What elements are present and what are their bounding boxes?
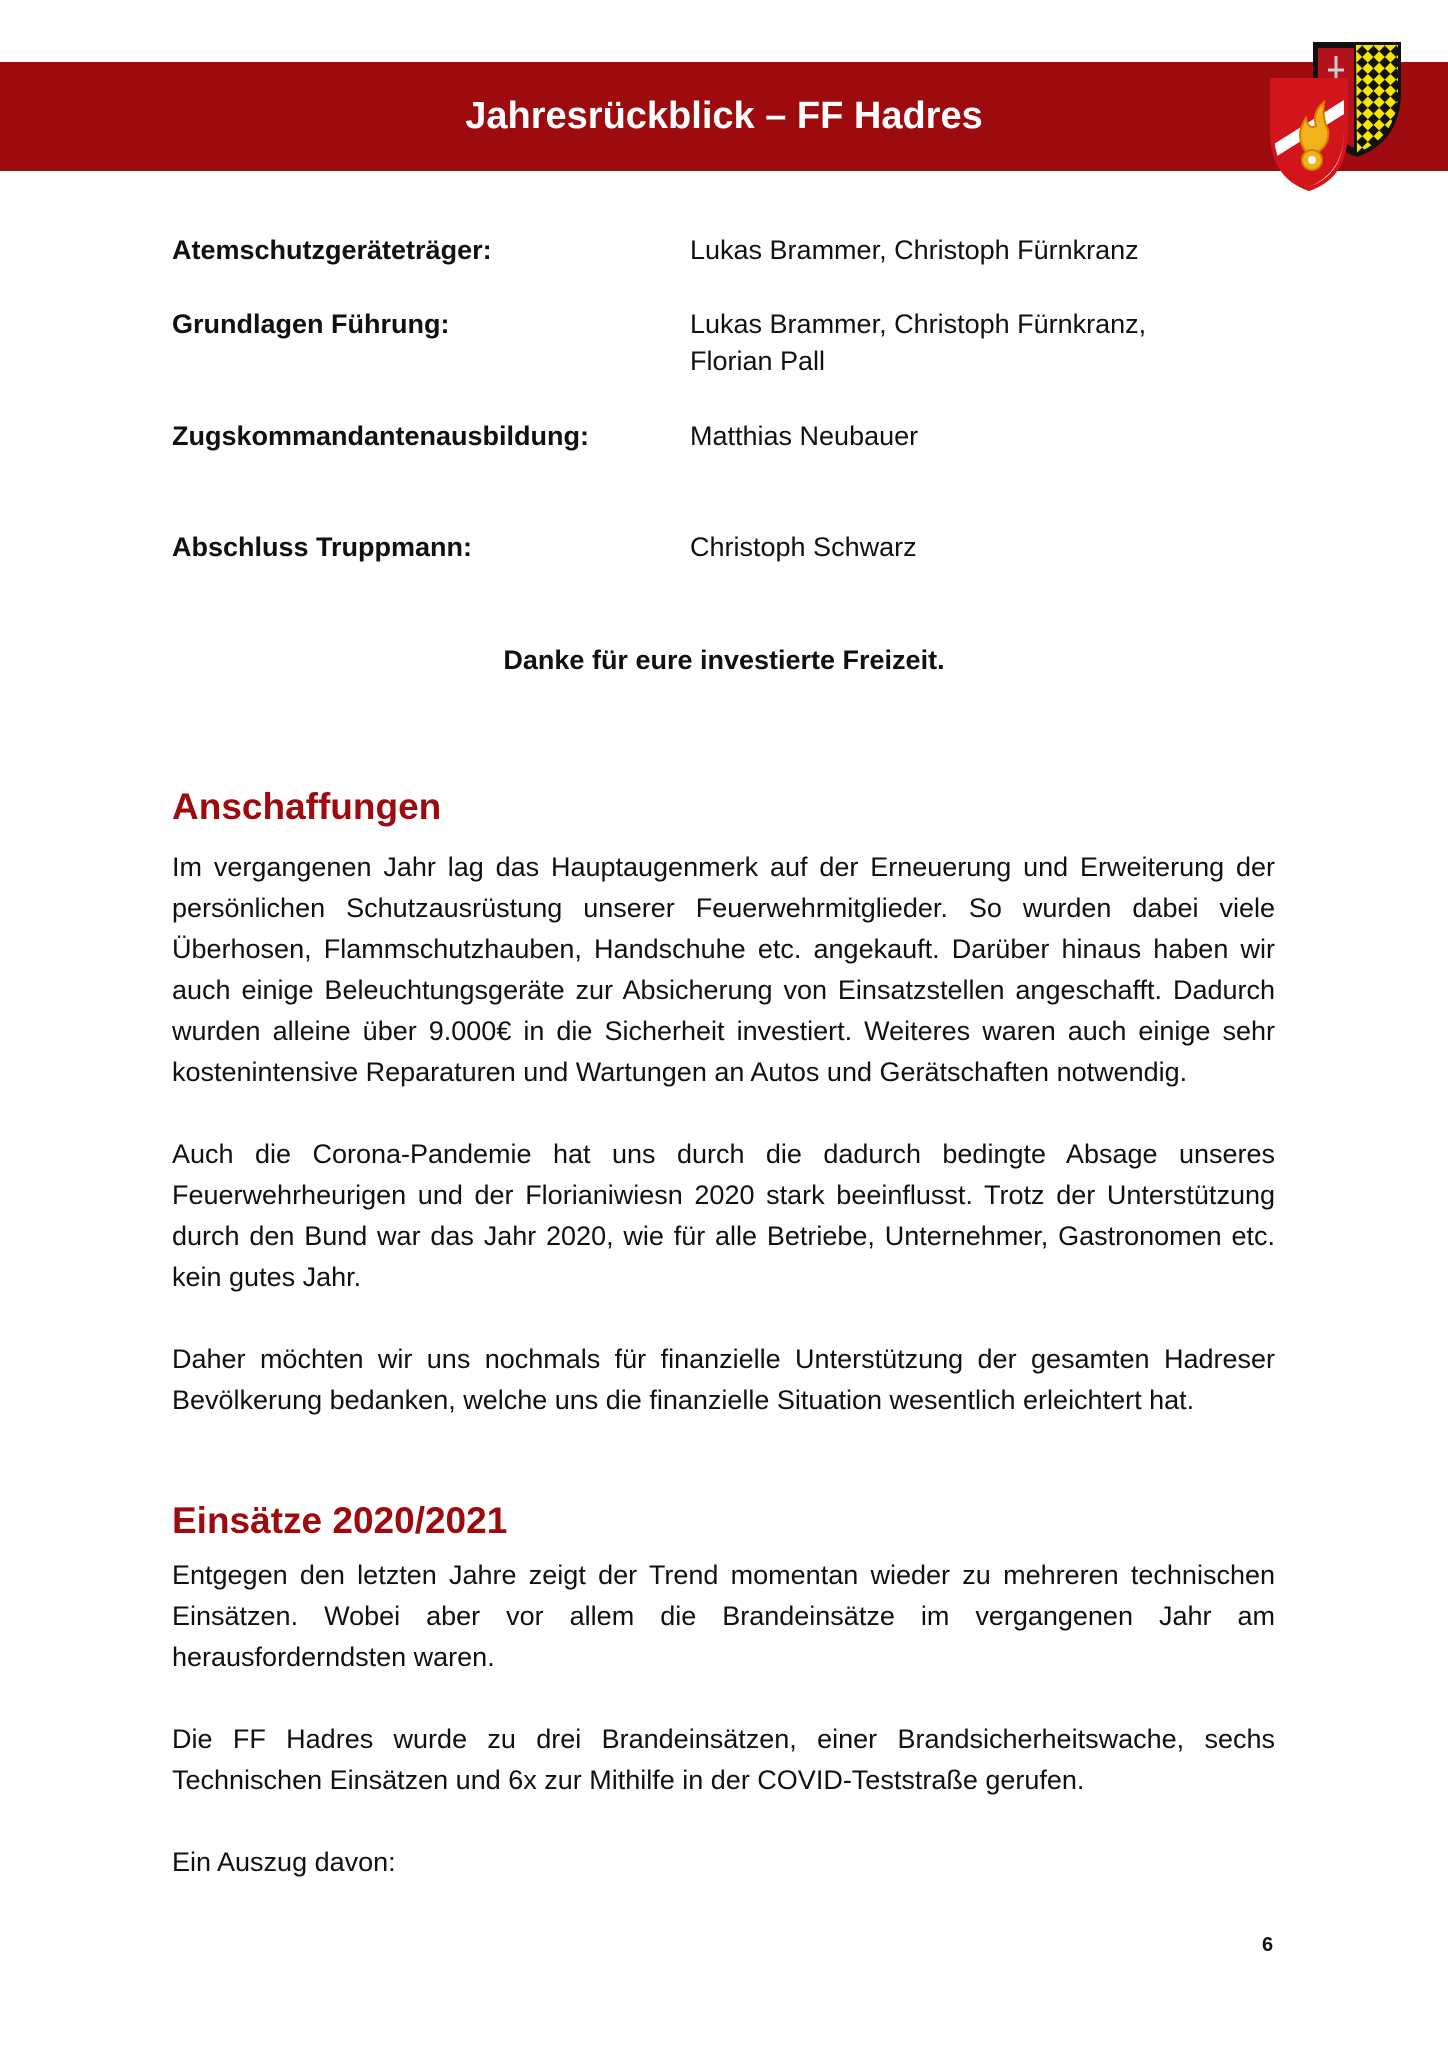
thanks-note: Danke für eure investierte Freizeit. — [503, 645, 945, 675]
section-heading-anschaffungen: Anschaffungen — [172, 786, 442, 827]
paragraph: Daher möchten wir uns nochmals für finanzielle Unterstützung der gesamten Hadreser Bevölkerung bedanken, welche uns die finanzielle Situation wesentlich erleichtert hat. — [172, 1344, 1275, 1415]
qualification-label: Zugskommandantenausbildung: — [172, 421, 590, 451]
qualification-names — [690, 306, 1250, 380]
coat-of-arms-logo — [1266, 40, 1406, 192]
name-line: Christoph Schwarz — [690, 532, 917, 562]
name-line: Matthias Neubauer — [690, 421, 919, 451]
qualification-label: Grundlagen Führung: — [172, 309, 450, 339]
page-number: 6 — [1262, 1934, 1274, 1956]
page-title: Jahresrückblick – FF Hadres — [465, 95, 983, 137]
paragraph: Auch die Corona-Pandemie hat uns durch die dadurch bedingte Absage unseres Feuerwehrheurigen und der Florianiwiesn 2020 stark beeinflusst. Trotz der Unterstützung durch den Bund war das Jahr 2020, wie für alle Betriebe, Unternehmer, Gastronomen etc. kein gutes Jahr. — [172, 1139, 1275, 1292]
paragraph: Ein Auszug davon: — [172, 1847, 396, 1877]
qualification-names — [690, 529, 1250, 566]
name-line: Florian Pall — [690, 346, 826, 376]
paragraph: Die FF Hadres wurde zu drei Brandeinsätzen, einer Brandsicherheitswache, sechs Technischen Einsätzen und 6x zur Mithilfe in der COVID-Teststraße gerufen. — [172, 1724, 1275, 1795]
section-heading-einsaetze: Einsätze 2020/2021 — [172, 1500, 508, 1541]
qualification-label: Abschluss Truppmann: — [172, 532, 473, 562]
qualification-names — [690, 232, 1250, 269]
name-line: Lukas Brammer, Christoph Fürnkranz, — [690, 309, 1147, 339]
name-line: Lukas Brammer, Christoph Fürnkranz — [690, 235, 1139, 265]
qualification-names — [690, 418, 1250, 455]
paragraph: Entgegen den letzten Jahre zeigt der Trend momentan wieder zu mehreren technischen Einsätzen. Wobei aber vor allem die Brandeinsätze im vergangenen Jahr am herausforderndsten waren. — [172, 1560, 1275, 1672]
qualification-label: Atemschutzgeräteträger: — [172, 235, 492, 265]
paragraph: Im vergangenen Jahr lag das Hauptaugenmerk auf der Erneuerung und Erweiterung der persönlichen Schutzausrüstung unserer Feuerwehrmitglieder. So wurden dabei viele Überhosen, Flammschutzhauben, Handschuhe etc. angekauft. Darüber hinaus haben wir auch einige Beleuchtungsgeräte zur Absicherung von Einsatzstellen angeschafft. Dadurch wurden alleine über 9.000€ in die Sicherheit investiert. Weiteres waren auch einige sehr kostenintensive Reparaturen und Wartungen an Autos und Gerätschaften notwendig. — [172, 852, 1275, 1087]
